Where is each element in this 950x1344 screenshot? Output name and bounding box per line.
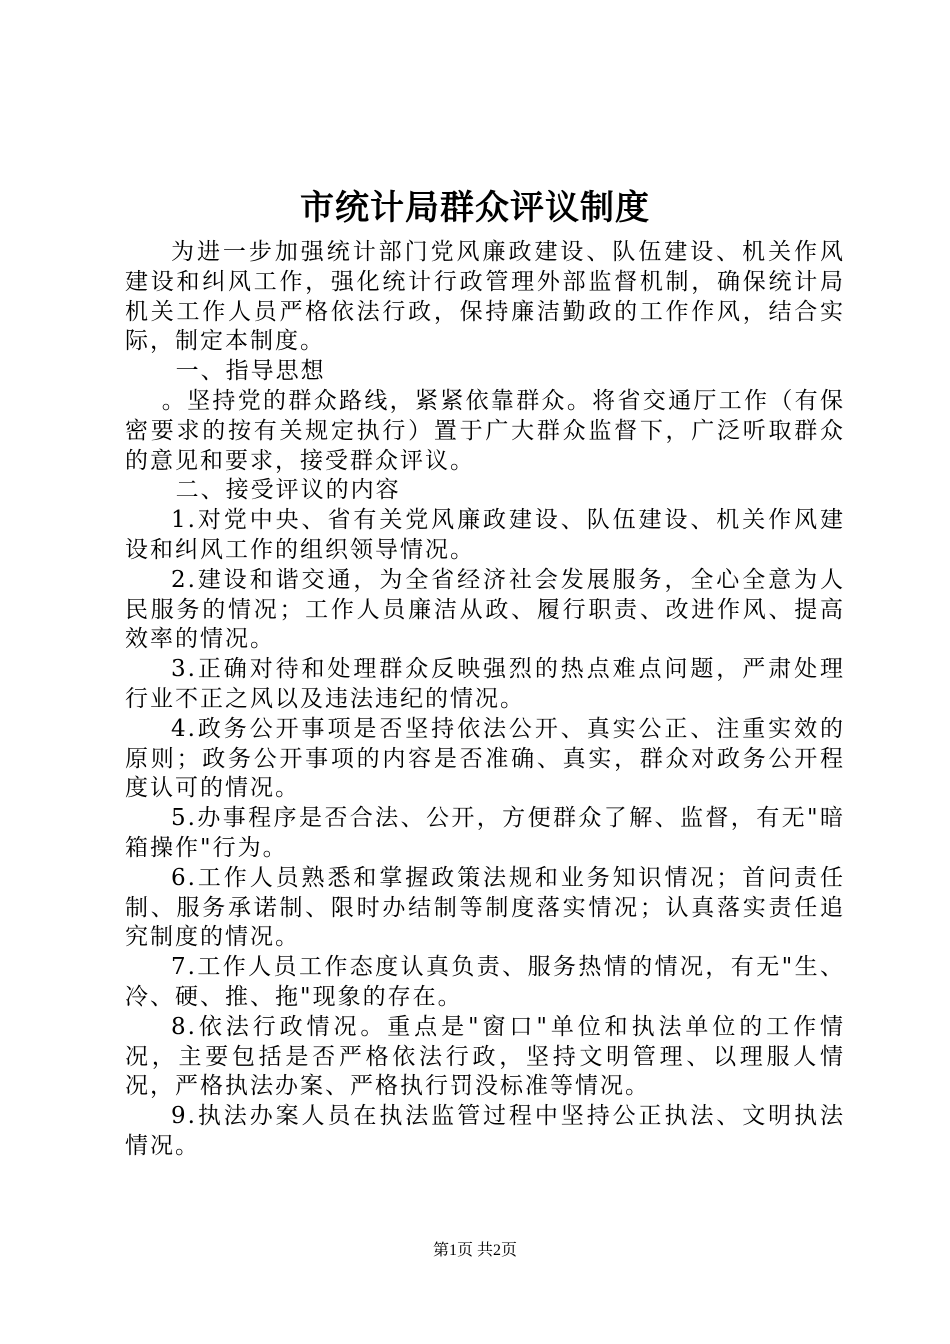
list-item-7: 7.工作人员工作态度认真负责、服务热情的情况，有无"生、冷、硬、推、拖"现象的存在。 [125,954,845,1010]
list-item-4: 4.政务公开事项是否坚持依法公开、真实公正、注重实效的原则；政务公开事项的内容是否准确、真实，群众对政务公开程度认可的情况。 [125,715,845,802]
paragraph-intro: 为进一步加强统计部门党风廉政建设、队伍建设、机关作风建设和纠风工作，强化统计行政管理外部监督机制，确保统计局机关工作人员严格依法行政，保持廉洁勤政的工作作风，结合实际，制定本制度。 [125,239,845,355]
list-item-9: 9.执法办案人员在执法监管过程中坚持公正执法、文明执法情况。 [125,1103,845,1159]
list-item-6: 6.工作人员熟悉和掌握政策法规和业务知识情况；首问责任制、服务承诺制、限时办结制等制度落实情况；认真落实责任追究制度的情况。 [125,864,845,951]
list-item-3: 3.正确对待和处理群众反映强烈的热点难点问题，严肃处理行业不正之风以及违法违纪的情况。 [125,656,845,712]
list-item-1: 1.对党中央、省有关党风廉政建设、队伍建设、机关作风建设和纠风工作的组织领导情况。 [125,507,845,563]
document-body [125,238,845,1162]
section-heading-guiding-ideology: 一、指导思想 [175,358,326,385]
list-item-2: 2.建设和谐交通，为全省经济社会发展服务，全心全意为人民服务的情况；工作人员廉洁从政、履行职责、改进作风、提高效率的情况。 [125,566,845,653]
list-item-8: 8.依法行政情况。重点是"窗口"单位和执法单位的工作情况，主要包括是否严格依法行政，坚持文明管理、以理服人情况，严格执法办案、严格执行罚没标准等情况。 [125,1013,845,1100]
document-title: 市统计局群众评议制度 [300,188,650,228]
section-heading-evaluation-content: 二、接受评议的内容 [175,477,401,504]
page-number-footer: 第1页 共2页 [432,1242,517,1259]
list-item-5: 5.办事程序是否合法、公开，方便群众了解、监督，有无"暗箱操作"行为。 [125,805,845,861]
paragraph-guiding-ideology: 。坚持党的群众路线，紧紧依靠群众。将省交通厅工作（有保密要求的按有关规定执行）置于广大群众监督下，广泛听取群众的意见和要求，接受群众评议。 [125,387,845,474]
